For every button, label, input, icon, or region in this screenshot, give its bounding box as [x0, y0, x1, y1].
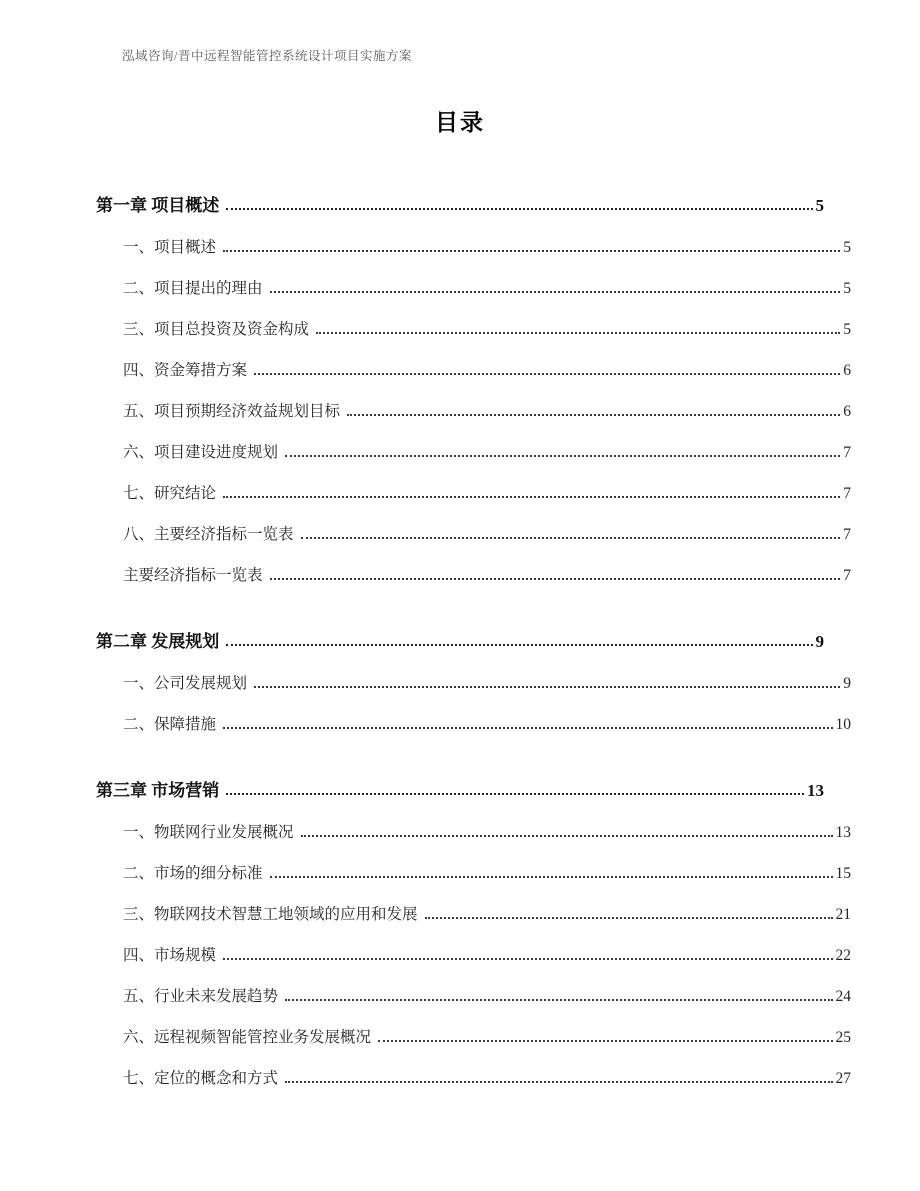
toc-entry-label: 主要经济指标一览表: [123, 567, 263, 584]
toc-entry-page: 7: [843, 526, 851, 543]
toc-entry-page: 24: [835, 988, 851, 1005]
toc-entry-page: 10: [835, 716, 851, 733]
toc-item-row[interactable]: [123, 883, 851, 924]
toc-entry-label: 六、远程视频智能管控业务发展概况: [123, 1029, 372, 1046]
toc-entry-label: 一、物联网行业发展概况: [123, 824, 294, 841]
dot-leader: [223, 727, 832, 729]
dot-leader: [254, 686, 840, 688]
toc-entry-label: 二、市场的细分标准: [123, 865, 263, 882]
dot-leader: [270, 876, 833, 878]
toc-entry-label: 三、项目总投资及资金构成: [123, 321, 310, 338]
toc-item-row[interactable]: [123, 503, 851, 544]
toc-entry-label: 三、物联网技术智慧工地领域的应用和发展: [123, 906, 418, 923]
dot-leader: [347, 414, 840, 416]
toc-entry-page: 7: [843, 444, 851, 461]
toc-item-row[interactable]: [123, 421, 851, 462]
toc-entry-page: 5: [815, 196, 824, 215]
toc-item-row[interactable]: [123, 544, 851, 585]
dot-leader: [316, 332, 840, 334]
toc-item-row[interactable]: [123, 257, 851, 298]
toc-entry-label: 一、项目概述: [123, 239, 217, 256]
toc-item-row[interactable]: [123, 298, 851, 339]
toc-item-row[interactable]: [123, 693, 851, 734]
page-title: 目录: [435, 110, 485, 135]
dot-leader: [226, 644, 812, 646]
toc-entry-label: 六、项目建设进度规划: [123, 444, 279, 461]
toc-chapter-row[interactable]: [96, 756, 824, 801]
dot-leader: [285, 455, 840, 457]
toc-entry-page: 27: [835, 1070, 851, 1087]
toc-entry-page: 7: [843, 485, 851, 502]
dot-leader: [285, 1081, 832, 1083]
toc-entry-page: 9: [843, 675, 851, 692]
dot-leader: [378, 1040, 832, 1042]
toc-item-row[interactable]: [123, 842, 851, 883]
toc-entry-page: 7: [843, 567, 851, 584]
toc-entry-label: 五、项目预期经济效益规划目标: [123, 403, 341, 420]
toc-entry-page: 22: [835, 947, 851, 964]
toc-entry-label: 五、行业未来发展趋势: [123, 988, 279, 1005]
toc-entry-label: 二、项目提出的理由: [123, 280, 263, 297]
toc-item-row[interactable]: [123, 652, 851, 693]
toc-entry-label: 一、公司发展规划: [123, 675, 248, 692]
dot-leader: [270, 291, 841, 293]
toc-chapter-row[interactable]: [96, 607, 824, 652]
toc-chapter-row[interactable]: [96, 171, 824, 216]
dot-leader: [223, 250, 840, 252]
toc-entry-page: 5: [843, 239, 851, 256]
toc-entry-label: 第二章 发展规划: [96, 632, 220, 651]
toc-entry-label: 七、研究结论: [123, 485, 217, 502]
toc-item-row[interactable]: [123, 339, 851, 380]
dot-leader: [226, 208, 812, 210]
toc-item-row[interactable]: [123, 462, 851, 503]
dot-leader: [425, 917, 833, 919]
toc-entry-label: 第一章 项目概述: [96, 196, 220, 215]
toc-entry-page: 21: [835, 906, 851, 923]
document-header: [122, 46, 824, 64]
toc-entry-page: 15: [835, 865, 851, 882]
dot-leader: [223, 958, 832, 960]
dot-leader: [301, 835, 833, 837]
toc-entry-page: 5: [843, 321, 851, 338]
table-of-contents: [96, 171, 851, 1088]
toc-item-row[interactable]: [123, 380, 851, 421]
toc-entry-page: 5: [843, 280, 851, 297]
toc-item-row[interactable]: [123, 924, 851, 965]
toc-item-row[interactable]: [123, 801, 851, 842]
toc-entry-label: 七、定位的概念和方式: [123, 1070, 279, 1087]
dot-leader: [226, 793, 804, 795]
toc-item-row[interactable]: [123, 216, 851, 257]
dot-leader: [301, 537, 841, 539]
toc-item-row[interactable]: [123, 965, 851, 1006]
toc-entry-label: 八、主要经济指标一览表: [123, 526, 294, 543]
header-text: 泓域咨询/晋中远程智能管控系统设计项目实施方案: [122, 49, 412, 63]
toc-entry-page: 13: [807, 781, 824, 800]
toc-item-row[interactable]: [123, 1006, 851, 1047]
toc-entry-label: 四、资金筹措方案: [123, 362, 248, 379]
dot-leader: [223, 496, 840, 498]
toc-entry-label: 四、市场规模: [123, 947, 217, 964]
toc-entry-page: 25: [835, 1029, 851, 1046]
toc-entry-page: 13: [835, 824, 851, 841]
dot-leader: [270, 578, 841, 580]
toc-entry-page: 9: [815, 632, 824, 651]
toc-entry-label: 二、保障措施: [123, 716, 217, 733]
dot-leader: [285, 999, 832, 1001]
toc-entry-page: 6: [843, 362, 851, 379]
toc-entry-label: 第三章 市场营销: [96, 781, 220, 800]
dot-leader: [254, 373, 840, 375]
toc-item-row[interactable]: [123, 1047, 851, 1088]
toc-entry-page: 6: [843, 403, 851, 420]
